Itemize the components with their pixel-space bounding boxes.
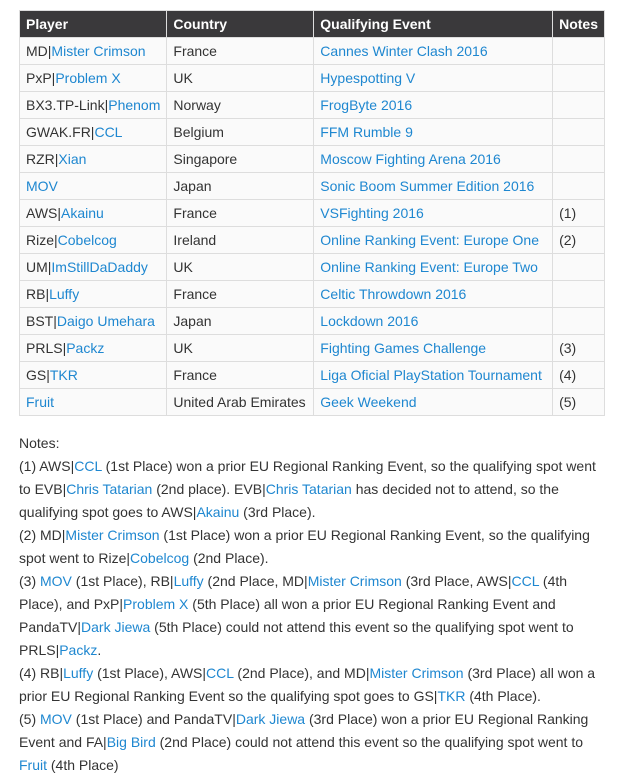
country-cell: Singapore [167,146,314,173]
event-link[interactable]: Geek Weekend [320,394,417,410]
team-prefix: BX3.TP-Link| [26,97,109,113]
note-player-link[interactable]: Problem X [123,596,189,612]
team-prefix: RZR| [26,151,59,167]
event-link[interactable]: Sonic Boom Summer Edition 2016 [320,178,535,194]
event-cell [314,146,553,173]
note-text: (2nd place). EVB| [152,481,266,497]
note-text: . [97,642,102,658]
team-prefix: BST| [26,313,57,329]
team-prefix: PxP| [26,70,56,86]
player-link[interactable]: Xian [58,151,87,167]
country-cell: Norway [167,92,314,119]
event-link[interactable]: FrogByte 2016 [320,97,413,113]
event-cell [314,119,553,146]
country-cell: Ireland [167,227,314,254]
note-cell [553,146,605,173]
note-cell: (4) [553,362,605,389]
table-row [20,362,605,389]
note-text: (3rd Place). [239,504,316,520]
notes-title: Notes: [19,435,60,451]
note-text: (3rd Place) all won a prior EU Regional Ranking Event so the qualifying spot goes to GS| [19,665,596,704]
note-cell: (3) [553,335,605,362]
note-cell: (1) [553,200,605,227]
event-cell [314,65,553,92]
event-link[interactable]: Moscow Fighting Arena 2016 [320,151,501,167]
player-cell [20,362,167,389]
team-prefix: PRLS| [26,340,67,356]
player-link[interactable]: Phenom [108,97,161,113]
note-paragraph [19,708,609,777]
table-header-row [20,11,605,38]
table-row [20,173,605,200]
table-row [20,389,605,416]
note-player-link[interactable]: Packz [59,642,98,658]
player-link[interactable]: Daigo Umehara [56,313,155,329]
country-cell: United Arab Emirates [167,389,314,416]
event-link[interactable]: Online Ranking Event: Europe Two [320,259,538,275]
note-cell [553,92,605,119]
player-link[interactable]: Cobelcog [57,232,117,248]
country-cell: UK [167,65,314,92]
player-cell [20,254,167,281]
header-country: Country [167,11,314,38]
note-text: (1st Place) won a prior EU Regional Ranking Event, so the qualifying spot went to EVB| [19,458,596,497]
note-paragraph [19,662,609,708]
table-row [20,200,605,227]
note-text: (3) [19,573,40,589]
note-cell: (5) [553,389,605,416]
note-text: (4th Place), and PxP| [19,573,568,612]
country-cell: France [167,38,314,65]
player-cell [20,119,167,146]
note-player-link[interactable]: Luffy [173,573,204,589]
country-cell: France [167,200,314,227]
country-cell: Belgium [167,119,314,146]
note-player-link[interactable]: MOV [40,573,72,589]
notes-section [19,432,609,777]
note-player-link[interactable]: TKR [437,688,466,704]
note-text: (5th Place) could not attend this event so the qualifying spot went to PRLS| [19,619,574,658]
note-paragraph [19,455,609,524]
note-player-link[interactable]: Chris Tatarian [66,481,153,497]
header-notes: Notes [553,11,605,38]
event-link[interactable]: Fighting Games Challenge [320,340,487,356]
team-prefix: UM| [26,259,52,275]
team-prefix: Rize| [26,232,58,248]
player-cell [20,335,167,362]
note-player-link[interactable]: CCL [511,573,540,589]
event-cell [314,173,553,200]
note-player-link[interactable]: Akainu [196,504,240,520]
table-row [20,254,605,281]
table-row [20,335,605,362]
note-cell [553,254,605,281]
player-link[interactable]: Fruit [26,394,54,410]
note-cell [553,119,605,146]
note-player-link[interactable]: Mister Crimson [65,527,160,543]
note-text: (4th Place). [465,688,541,704]
event-cell [314,92,553,119]
note-cell [553,38,605,65]
country-cell: Japan [167,173,314,200]
note-text: (1) AWS| [19,458,75,474]
note-player-link[interactable]: Chris Tatarian [265,481,352,497]
player-link[interactable]: TKR [49,367,78,383]
note-text: (2nd Place, MD| [203,573,308,589]
player-link[interactable]: CCL [94,124,123,140]
note-cell [553,308,605,335]
note-text: (2nd Place), and MD| [233,665,370,681]
table-row [20,227,605,254]
table-row [20,92,605,119]
event-cell [314,200,553,227]
player-cell [20,38,167,65]
event-cell [314,308,553,335]
country-cell: France [167,362,314,389]
player-link[interactable]: Packz [66,340,105,356]
event-link[interactable]: Cannes Winter Clash 2016 [320,43,488,59]
event-link[interactable]: FFM Rumble 9 [320,124,413,140]
note-text: (2nd Place). [189,550,269,566]
note-player-link[interactable]: Mister Crimson [307,573,402,589]
note-text: (4) RB| [19,665,64,681]
note-player-link[interactable]: CCL [206,665,234,681]
player-link[interactable]: ImStillDaDaddy [51,259,148,275]
note-player-link[interactable]: Luffy [63,665,94,681]
table-row [20,146,605,173]
note-paragraph [19,524,609,570]
table-row [20,281,605,308]
team-prefix: GWAK.FR| [26,124,95,140]
player-cell [20,389,167,416]
event-cell [314,362,553,389]
note-text: (2nd Place) could not attend this event so the qualifying spot went to [155,734,584,750]
player-link[interactable]: MOV [26,178,58,194]
country-cell: UK [167,335,314,362]
event-cell [314,38,553,65]
note-player-link[interactable]: MOV [40,711,72,727]
qualified-players-table [19,10,605,416]
note-text: (5) [19,711,40,727]
player-cell [20,65,167,92]
note-player-link[interactable]: Big Bird [106,734,156,750]
event-link[interactable]: Hypespotting V [320,70,416,86]
country-cell: UK [167,254,314,281]
team-prefix: GS| [26,367,50,383]
event-cell [314,281,553,308]
table-row [20,119,605,146]
note-cell [553,173,605,200]
note-text: (1st Place) won a prior EU Regional Ranking Event, so the qualifying spot went to Rize| [19,527,590,566]
player-link[interactable]: Akainu [61,205,104,221]
note-text: (1st Place) and PandaTV| [71,711,236,727]
player-cell [20,281,167,308]
country-cell: Japan [167,308,314,335]
table-row [20,38,605,65]
note-player-link[interactable]: CCL [74,458,102,474]
country-cell: France [167,281,314,308]
note-player-link[interactable]: Fruit [19,757,47,773]
note-text: (3rd Place, AWS| [401,573,512,589]
event-cell [314,389,553,416]
event-link[interactable]: Online Ranking Event: Europe One [320,232,539,248]
table-row [20,65,605,92]
note-text: (2) MD| [19,527,66,543]
event-cell [314,335,553,362]
note-player-link[interactable]: Cobelcog [130,550,190,566]
player-cell [20,227,167,254]
player-link[interactable]: Mister Crimson [51,43,146,59]
team-prefix: AWS| [26,205,62,221]
event-cell [314,254,553,281]
player-link[interactable]: Problem X [55,70,121,86]
note-cell: (2) [553,227,605,254]
note-cell [553,281,605,308]
event-link[interactable]: Liga Oficial PlayStation Tournament [320,367,542,383]
event-link[interactable]: VSFighting 2016 [320,205,424,221]
note-text: (1st Place), AWS| [93,665,207,681]
player-cell [20,173,167,200]
event-link[interactable]: Lockdown 2016 [320,313,419,329]
header-qualifying-event: Qualifying Event [314,11,553,38]
player-link[interactable]: Luffy [49,286,80,302]
note-text: (4th Place) [47,757,119,773]
note-paragraph [19,570,609,662]
player-cell [20,146,167,173]
player-cell [20,92,167,119]
note-text: (1st Place), RB| [71,573,174,589]
note-text: (3rd Place) won a prior EU Regional Ranking Event and FA| [19,711,589,750]
table-row [20,308,605,335]
note-player-link[interactable]: Dark Jiewa [235,711,306,727]
team-prefix: MD| [26,43,52,59]
player-cell [20,308,167,335]
note-cell [553,65,605,92]
note-text: has decided not to attend, so the qualifying spot goes to AWS| [19,481,559,520]
note-player-link[interactable]: Mister Crimson [369,665,464,681]
team-prefix: RB| [26,286,50,302]
event-link[interactable]: Celtic Throwdown 2016 [320,286,467,302]
note-text: (5th Place) all won a prior EU Regional Ranking Event and PandaTV| [19,596,556,635]
event-cell [314,227,553,254]
note-player-link[interactable]: Dark Jiewa [81,619,151,635]
player-cell [20,200,167,227]
header-player: Player [20,11,167,38]
